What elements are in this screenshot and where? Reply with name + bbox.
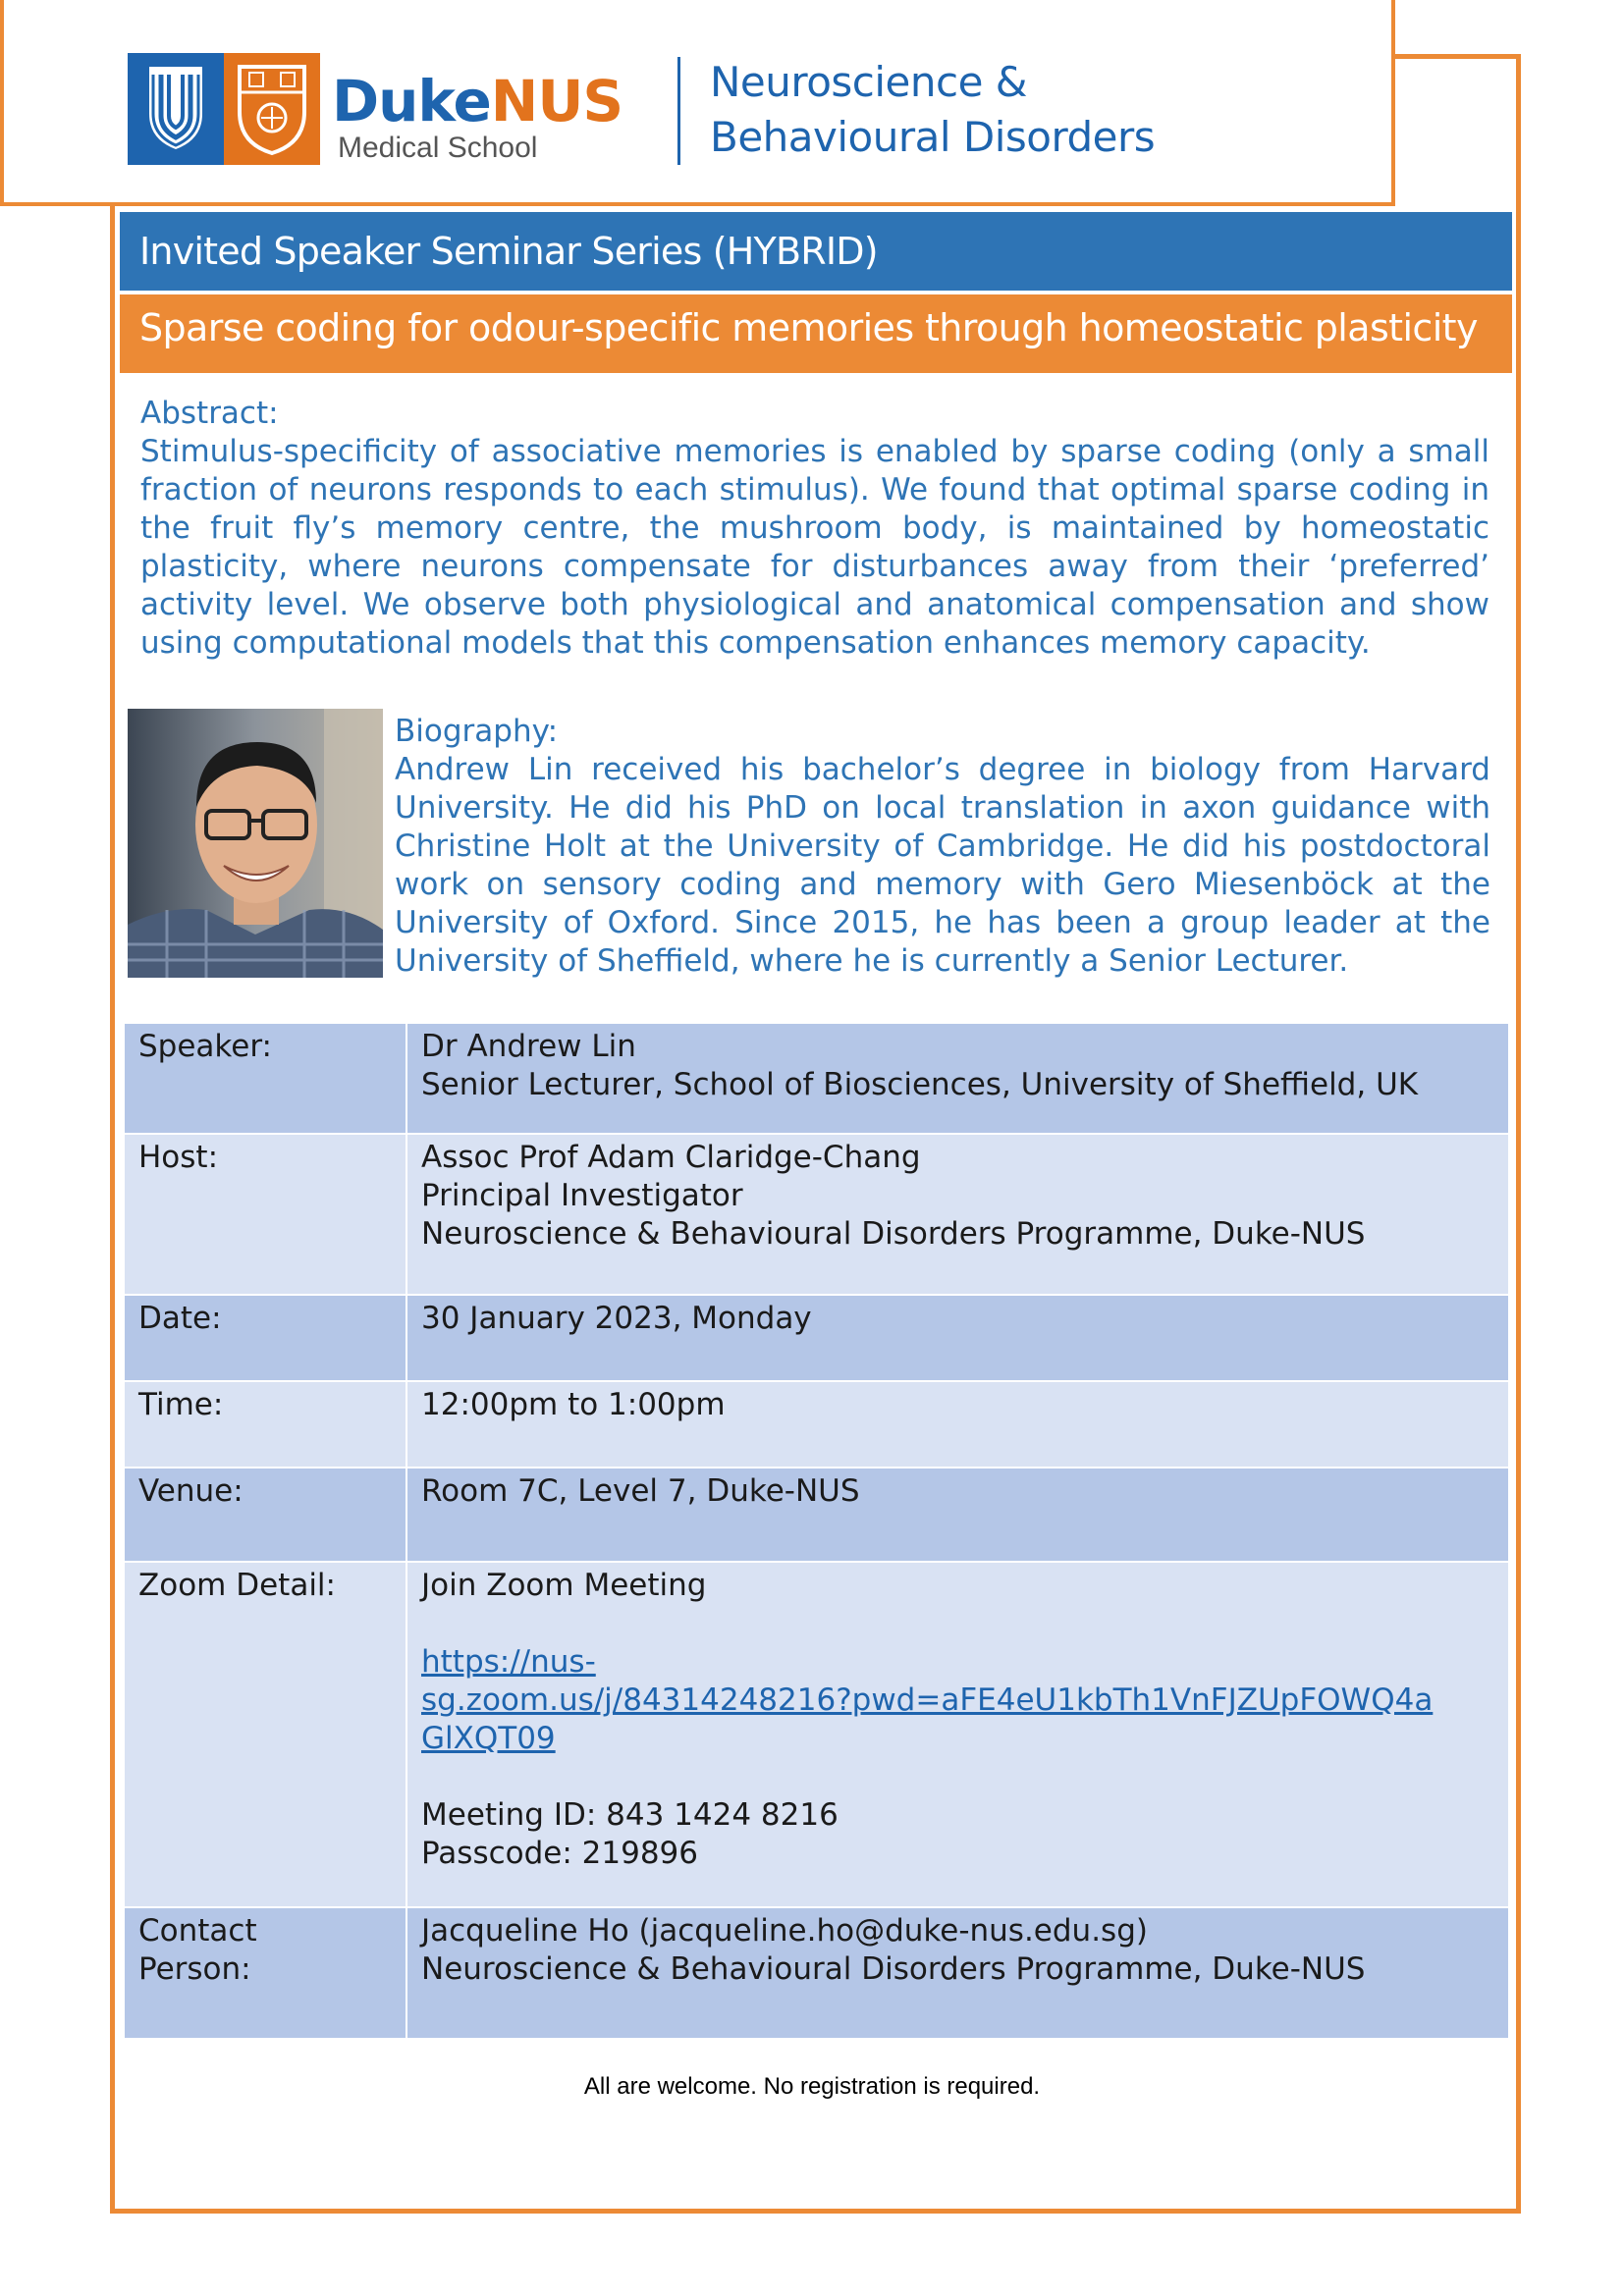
zoom-link-line-1: https://nus- [421, 1644, 596, 1680]
zoom-join-text: Join Zoom Meeting [421, 1568, 707, 1603]
contact-label-line-2: Person: [138, 1951, 251, 1987]
logo-subtitle: Medical School [338, 132, 538, 164]
department-line-1: Neuroscience & [710, 58, 1028, 106]
date-row [125, 1295, 1508, 1381]
header-divider [677, 57, 680, 165]
host-row [125, 1134, 1508, 1295]
biography-section [395, 713, 1490, 981]
zoom-meeting-id: Meeting ID: 843 1424 8216 [421, 1797, 839, 1833]
abstract-body: Stimulus-specificity of associative memories is enabled by sparse coding (only a small fraction of neurons responds to each stimulus). We found that optimal sparse coding in the fruit fly’s memory centre, the mushroom body, is maintained by homeostatic plasticity, where neurons compensate for disturbances away from their ‘preferred’ activity level. We observe both physiological and anatomical compensation and show using computational models that this compensation enhances memory capacity. [140, 434, 1489, 661]
biography-heading: Biography: [395, 714, 559, 749]
venue-label: Venue: [125, 1468, 406, 1562]
date-label: Date: [125, 1295, 406, 1381]
host-name: Assoc Prof Adam Claridge-Chang [421, 1140, 921, 1175]
speaker-label: Speaker: [125, 1024, 406, 1134]
contact-value [406, 1907, 1508, 2039]
speaker-value [406, 1024, 1508, 1134]
seminar-topic-title: Sparse coding for odour-specific memories through homeostatic plasticity [120, 294, 1512, 373]
venue-row [125, 1468, 1508, 1562]
biography-body: Andrew Lin received his bachelor’s degree in biology from Harvard University. He did his PhD on local translation in axon guidance with Christine Holt at the University of Cambridge. He did his postdoctoral work on sensory coding and memory with Gero Miesenböck at the University of Oxford. Since 2015, he has been a group leader at the University of Sheffield, where he is currently a Senior Lecturer. [395, 752, 1490, 979]
speaker-title: Senior Lecturer, School of Biosciences, University of Sheffield, UK [421, 1067, 1419, 1102]
contact-label [125, 1907, 406, 2039]
duke-shield-icon [128, 53, 224, 165]
host-organization: Neuroscience & Behavioural Disorders Programme, Duke-NUS [421, 1216, 1366, 1252]
abstract-section [140, 395, 1489, 663]
duke-nus-logo [128, 53, 623, 165]
contact-row [125, 1907, 1508, 2039]
date-value: 30 January 2023, Monday [406, 1295, 1508, 1381]
speaker-row [125, 1024, 1508, 1134]
footer-note: All are welcome. No registration is required. [583, 2073, 1041, 2100]
logo-duke-text: Duke [332, 68, 491, 134]
zoom-label: Zoom Detail: [125, 1562, 406, 1907]
speaker-name: Dr Andrew Lin [421, 1029, 636, 1064]
zoom-row [125, 1562, 1508, 1907]
contact-name-email: Jacqueline Ho (jacqueline.ho@duke-nus.edu.sg) [421, 1913, 1148, 1949]
department-line-2: Behavioural Disorders [710, 113, 1156, 161]
department-name [710, 55, 1155, 165]
speaker-photo [128, 709, 383, 978]
time-value: 12:00pm to 1:00pm [406, 1381, 1508, 1468]
zoom-meeting-link[interactable] [421, 1643, 1494, 1758]
contact-label-line-1: Contact [138, 1913, 257, 1949]
nus-crest-icon [224, 53, 320, 165]
zoom-passcode: Passcode: 219896 [421, 1836, 698, 1871]
series-title: Invited Speaker Seminar Series (HYBRID) [120, 212, 1512, 291]
time-label: Time: [125, 1381, 406, 1468]
logo-wordmark [332, 68, 623, 165]
time-row [125, 1381, 1508, 1468]
host-label: Host: [125, 1134, 406, 1295]
zoom-value [406, 1562, 1508, 1907]
zoom-link-line-3: GlXQT09 [421, 1721, 556, 1756]
host-value [406, 1134, 1508, 1295]
venue-value: Room 7C, Level 7, Duke-NUS [406, 1468, 1508, 1562]
zoom-link-line-2: sg.zoom.us/j/84314248216?pwd=aFE4eU1kbTh1VnFJZUpFOWQ4a [421, 1682, 1434, 1718]
logo-nus-text: NUS [490, 68, 623, 134]
seminar-details-table [125, 1024, 1508, 2040]
contact-organization: Neuroscience & Behavioural Disorders Programme, Duke-NUS [421, 1951, 1366, 1987]
host-title: Principal Investigator [421, 1178, 743, 1213]
abstract-heading: Abstract: [140, 396, 279, 431]
